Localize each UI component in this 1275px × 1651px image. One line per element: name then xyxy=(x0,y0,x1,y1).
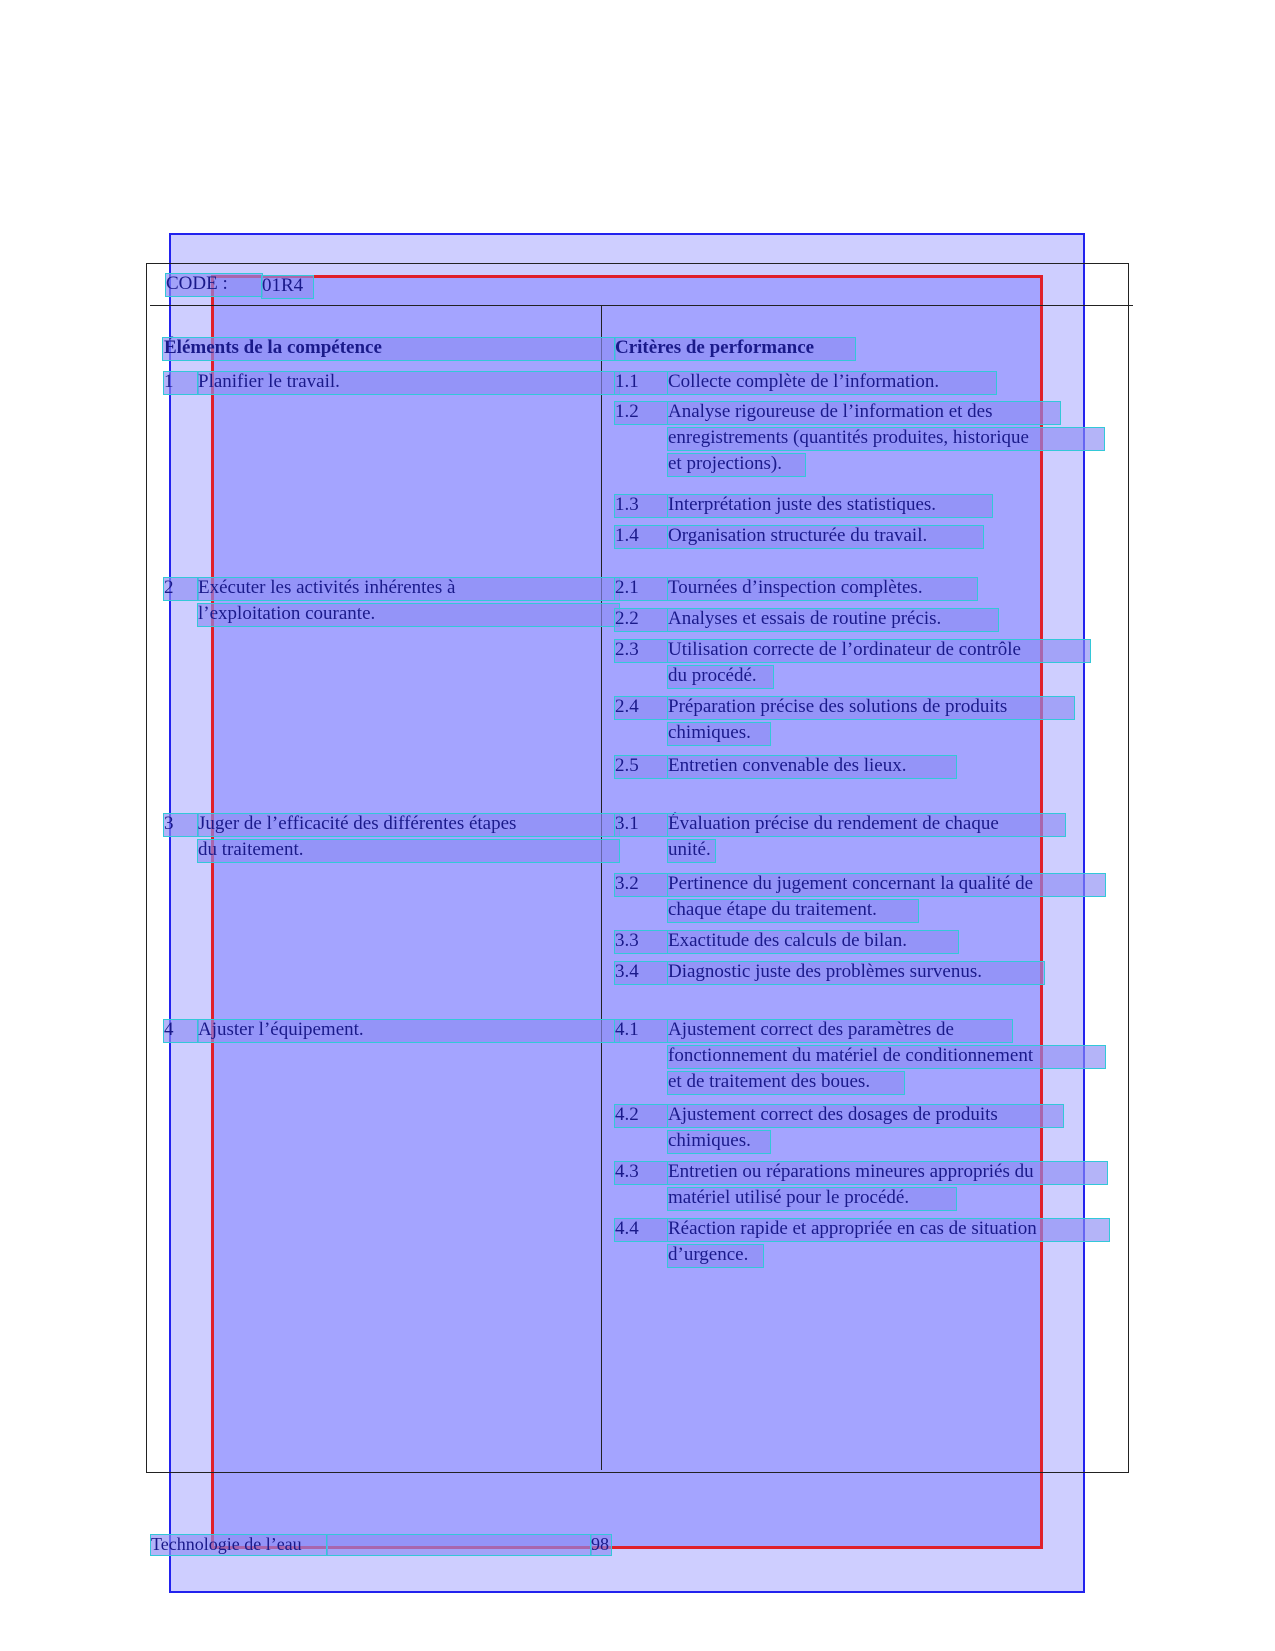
criterion-text: Analyses et essais de routine précis. xyxy=(668,609,998,631)
criterion-text: Préparation précise des solutions de produits xyxy=(668,697,1074,719)
criterion-text: et projections). xyxy=(668,454,805,476)
criterion-number: 4.1 xyxy=(615,1020,667,1042)
criterion-number: 3.4 xyxy=(615,962,667,984)
criterion-number: 4.2 xyxy=(615,1105,667,1127)
criterion-number: 3.2 xyxy=(615,874,667,896)
criterion-text: Interprétation juste des statistiques. xyxy=(668,495,992,517)
element-number: 1 xyxy=(164,372,198,394)
criterion-text: Entretien convenable des lieux. xyxy=(668,756,956,778)
criterion-text: Organisation structurée du travail. xyxy=(668,526,983,548)
criterion-number: 1.3 xyxy=(615,495,667,517)
criterion-number: 1.1 xyxy=(615,372,667,394)
criterion-text: Analyse rigoureuse de l’information et des xyxy=(668,402,1060,424)
criterion-text: Ajustement correct des dosages de produits xyxy=(668,1105,1063,1127)
criterion-text: fonctionnement du matériel de conditionnement xyxy=(668,1046,1105,1068)
criterion-number: 2.3 xyxy=(615,640,667,662)
criterion-text: Ajustement correct des paramètres de xyxy=(668,1020,1012,1042)
code-label: CODE : xyxy=(166,274,262,296)
criterion-number: 2.1 xyxy=(615,578,667,600)
criterion-text: chimiques. xyxy=(668,1131,770,1153)
criterion-text: Tournées d’inspection complètes. xyxy=(668,578,977,600)
criterion-text: du procédé. xyxy=(668,666,773,688)
criterion-text: enregistrements (quantités produites, historique xyxy=(668,428,1104,450)
element-text: Planifier le travail. xyxy=(198,372,619,394)
right-column-title: Critères de performance xyxy=(615,338,855,360)
criterion-text: Exactitude des calculs de bilan. xyxy=(668,931,958,953)
header-rule xyxy=(150,305,1133,306)
criterion-number: 3.1 xyxy=(615,814,667,836)
footer-spacer xyxy=(327,1535,591,1555)
left-column-title: Éléments de la compétence xyxy=(163,338,615,360)
element-number: 3 xyxy=(164,814,198,836)
element-text: Exécuter les activités inhérentes à xyxy=(198,578,619,600)
criterion-number: 2.4 xyxy=(615,697,667,719)
element-text: Ajuster l’équipement. xyxy=(198,1020,619,1042)
criterion-text: Entretien ou réparations mineures appropriés du xyxy=(668,1162,1107,1184)
element-text: l’exploitation courante. xyxy=(198,604,619,626)
criterion-text: Utilisation correcte de l’ordinateur de contrôle xyxy=(668,640,1090,662)
page-number: 98 xyxy=(591,1534,609,1554)
criterion-text: matériel utilisé pour le procédé. xyxy=(668,1188,956,1210)
criterion-text: et de traitement des boues. xyxy=(668,1072,904,1094)
criterion-number: 2.5 xyxy=(615,756,667,778)
criterion-text: Collecte complète de l’information. xyxy=(668,372,996,394)
code-value: 01R4 xyxy=(262,276,313,298)
criterion-text: Réaction rapide et appropriée en cas de situation xyxy=(668,1219,1109,1241)
criterion-text: d’urgence. xyxy=(668,1245,763,1267)
element-number: 4 xyxy=(164,1020,198,1042)
criterion-number: 4.3 xyxy=(615,1162,667,1184)
criterion-text: chaque étape du traitement. xyxy=(668,900,918,922)
column-divider xyxy=(601,306,602,1470)
criterion-number: 3.3 xyxy=(615,931,667,953)
criterion-number: 1.4 xyxy=(615,526,667,548)
criterion-text: unité. xyxy=(668,840,715,862)
criterion-number: 4.4 xyxy=(615,1219,667,1241)
criterion-number: 1.2 xyxy=(615,402,667,424)
criterion-text: chimiques. xyxy=(668,723,770,745)
criterion-text: Pertinence du jugement concernant la qualité de xyxy=(668,874,1105,896)
criterion-text: Évaluation précise du rendement de chaque xyxy=(668,814,1065,836)
element-number: 2 xyxy=(164,578,198,600)
element-text: Juger de l’efficacité des différentes étapes xyxy=(198,814,619,836)
criterion-text: Diagnostic juste des problèmes survenus. xyxy=(668,962,1044,984)
criterion-number: 2.2 xyxy=(615,609,667,631)
footer-title: Technologie de l’eau xyxy=(151,1535,327,1555)
element-text: du traitement. xyxy=(198,840,619,862)
